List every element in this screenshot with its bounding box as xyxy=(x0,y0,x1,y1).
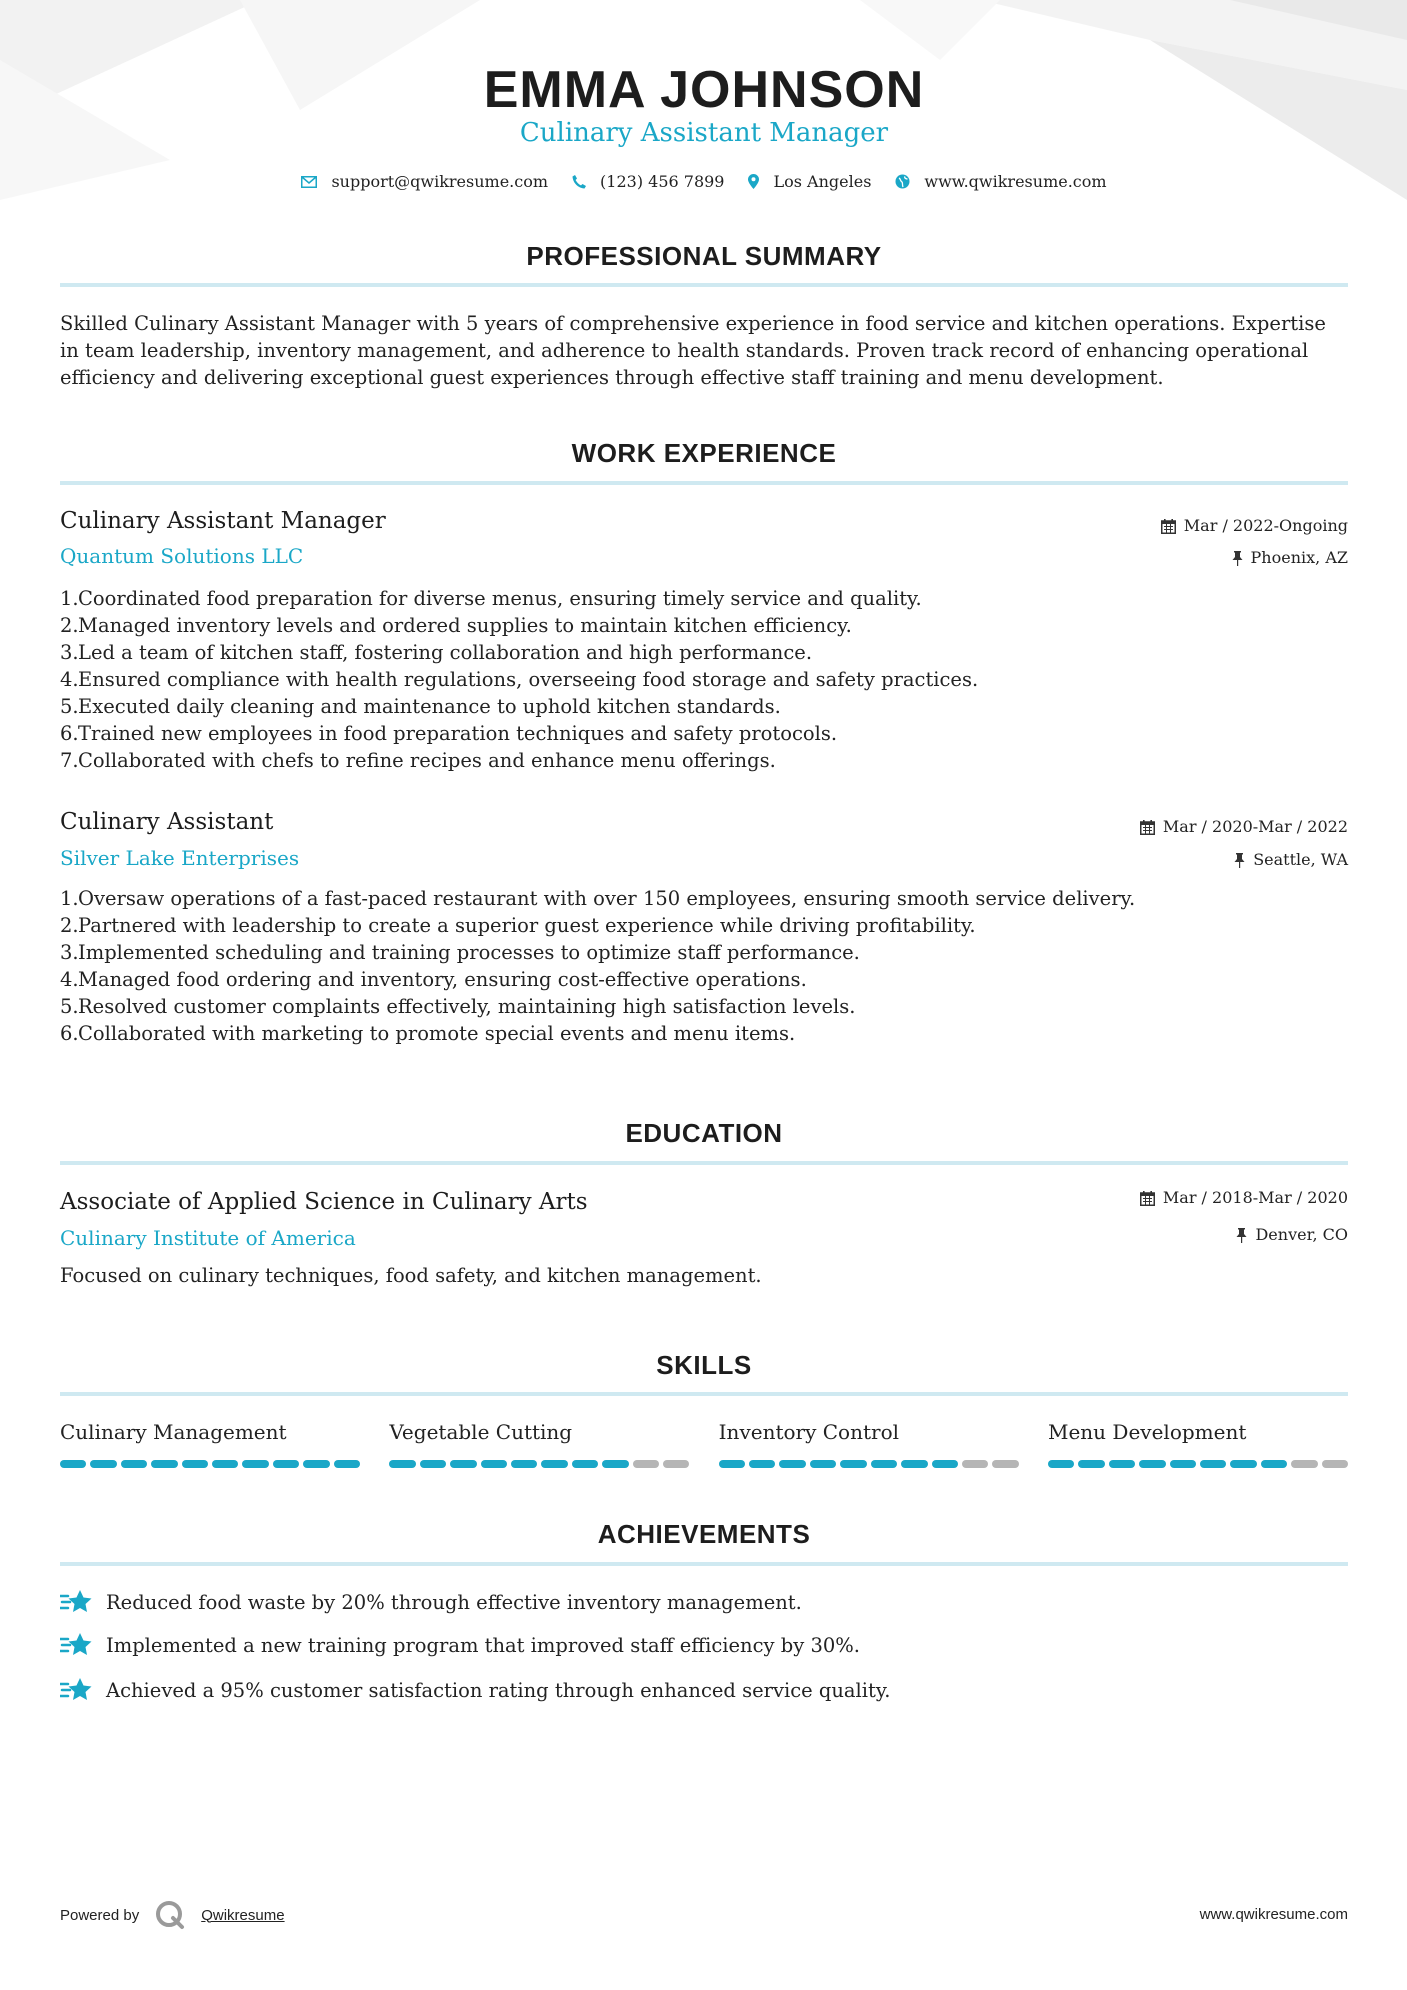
skill-level-segment xyxy=(1230,1460,1256,1468)
skill-level-segment xyxy=(901,1460,927,1468)
star-icon xyxy=(60,1631,94,1659)
star-icon xyxy=(60,1676,94,1704)
skill-level-segment xyxy=(871,1460,897,1468)
job-location-text: Seattle, WA xyxy=(1253,850,1348,869)
skill-level-segment xyxy=(1261,1460,1287,1468)
skill-level-bar xyxy=(389,1460,689,1468)
contact-location xyxy=(748,172,871,191)
achievement-text: Implemented a new training program that improved staff efficiency by 30%. xyxy=(106,1633,860,1657)
skill-level-segment xyxy=(1048,1460,1074,1468)
list-item: 1.Coordinated food preparation for diverse menus, ensuring timely service and quality. xyxy=(60,587,922,610)
candidate-role: Culinary Assistant Manager xyxy=(519,118,889,148)
skill-level-segment xyxy=(779,1460,805,1468)
skill-level-segment xyxy=(511,1460,537,1468)
summary-text: Skilled Culinary Assistant Manager with 5 years of comprehensive experience in food service and kitchen operations. Expertise in team leadership, inventory management, and adherence to health standards. Proven track record of enhancing operational efficiency and delivering exceptional guest experiences through effective staff training and menu development. xyxy=(60,312,1326,389)
list-item: 2.Managed inventory levels and ordered supplies to maintain kitchen efficiency. xyxy=(60,614,852,637)
pin-icon xyxy=(1232,551,1243,566)
skill-level-segment xyxy=(121,1460,147,1468)
email-text: support@qwikresume.com xyxy=(331,172,549,191)
envelope-icon xyxy=(301,176,317,188)
education-heading: EDUCATION xyxy=(625,1118,783,1148)
skill-name: Vegetable Cutting xyxy=(389,1420,573,1444)
calendar-icon xyxy=(1140,820,1155,835)
school-name: Culinary Institute of America xyxy=(60,1226,356,1250)
star-icon xyxy=(60,1588,94,1616)
achievement-item xyxy=(60,1588,1348,1616)
skill-level-segment xyxy=(749,1460,775,1468)
list-item: 3.Implemented scheduling and training processes to optimize staff performance. xyxy=(60,941,860,964)
list-item: 5.Executed daily cleaning and maintenance to uphold kitchen standards. xyxy=(60,695,781,718)
education-dates-text: Mar / 2018-Mar / 2020 xyxy=(1162,1188,1348,1207)
skill-level-segment xyxy=(420,1460,446,1468)
skill-level-segment xyxy=(932,1460,958,1468)
globe-icon xyxy=(895,174,910,189)
skills-divider xyxy=(60,1392,1348,1396)
calendar-icon xyxy=(1161,519,1176,534)
summary-divider xyxy=(60,283,1348,287)
skill-level-segment xyxy=(663,1460,689,1468)
skill-level-segment xyxy=(273,1460,299,1468)
skill-level-segment xyxy=(1322,1460,1348,1468)
list-item: 7.Collaborated with chefs to refine recipes and enhance menu offerings. xyxy=(60,749,776,772)
list-item: 4.Ensured compliance with health regulations, overseeing food storage and safety practices. xyxy=(60,668,979,691)
degree-title: Associate of Applied Science in Culinary Arts xyxy=(60,1189,588,1215)
skill-level-segment xyxy=(481,1460,507,1468)
skill-level-segment xyxy=(151,1460,177,1468)
skills-grid xyxy=(60,1418,1348,1468)
achievement-text: Reduced food waste by 20% through effective inventory management. xyxy=(106,1590,802,1614)
contact-email[interactable] xyxy=(301,172,548,191)
phone-icon xyxy=(572,175,586,189)
footer-powered-by xyxy=(60,1900,285,1930)
skill-name: Menu Development xyxy=(1047,1420,1247,1444)
skill-level-segment xyxy=(303,1460,329,1468)
location-text: Los Angeles xyxy=(773,172,872,191)
company-name: Quantum Solutions LLC xyxy=(60,544,304,568)
job-title: Culinary Assistant xyxy=(60,809,274,835)
list-item: 4.Managed food ordering and inventory, ensuring cost-effective operations. xyxy=(60,968,807,991)
achievements-heading: ACHIEVEMENTS xyxy=(597,1519,811,1549)
skill-item xyxy=(719,1418,1019,1468)
skill-level-segment xyxy=(389,1460,415,1468)
job-dates xyxy=(1140,816,1348,838)
skill-name: Inventory Control xyxy=(718,1420,900,1444)
summary-heading: PROFESSIONAL SUMMARY xyxy=(526,241,882,271)
skill-level-segment xyxy=(962,1460,988,1468)
list-item: 6.Collaborated with marketing to promote special events and menu items. xyxy=(60,1022,796,1045)
powered-by-text: Powered by xyxy=(60,1906,140,1924)
contact-website[interactable] xyxy=(895,172,1106,191)
list-item: 1.Oversaw operations of a fast-paced restaurant with over 150 employees, ensuring smooth service delivery. xyxy=(60,887,1136,910)
list-item: 6.Trained new employees in food preparation techniques and safety protocols. xyxy=(60,722,838,745)
skill-level-segment xyxy=(90,1460,116,1468)
skill-level-segment xyxy=(633,1460,659,1468)
skill-item xyxy=(60,1418,360,1468)
qwikresume-logo-icon xyxy=(155,1900,185,1930)
contact-phone[interactable] xyxy=(572,172,724,191)
skill-level-segment xyxy=(334,1460,360,1468)
skill-level-bar xyxy=(719,1460,1019,1468)
job-bullets xyxy=(60,885,1348,1047)
contact-bar xyxy=(60,172,1348,191)
education-description: Focused on culinary techniques, food safety, and kitchen management. xyxy=(60,1264,762,1287)
job-dates-text: Mar / 2022-Ongoing xyxy=(1183,516,1348,535)
skill-level-segment xyxy=(602,1460,628,1468)
skill-level-segment xyxy=(840,1460,866,1468)
job-location xyxy=(1232,547,1348,569)
education-location xyxy=(1236,1224,1348,1246)
skill-level-segment xyxy=(1109,1460,1135,1468)
skill-level-segment xyxy=(1078,1460,1104,1468)
brand-link[interactable]: Qwikresume xyxy=(201,1906,285,1924)
website-text: www.qwikresume.com xyxy=(924,172,1107,191)
skill-level-segment xyxy=(541,1460,567,1468)
skill-level-segment xyxy=(992,1460,1018,1468)
experience-heading: WORK EXPERIENCE xyxy=(571,438,837,468)
job-location-text: Phoenix, AZ xyxy=(1250,548,1348,567)
education-dates xyxy=(1140,1187,1348,1209)
company-name: Silver Lake Enterprises xyxy=(60,846,300,870)
achievement-item xyxy=(60,1676,1348,1704)
achievements-divider xyxy=(60,1562,1348,1566)
skill-level-segment xyxy=(182,1460,208,1468)
skill-level-segment xyxy=(212,1460,238,1468)
skills-heading: SKILLS xyxy=(656,1350,752,1380)
job-dates xyxy=(1161,515,1348,537)
job-dates-text: Mar / 2020-Mar / 2022 xyxy=(1162,817,1348,836)
skill-level-segment xyxy=(60,1460,86,1468)
skill-level-segment xyxy=(1200,1460,1226,1468)
experience-divider xyxy=(60,481,1348,485)
achievement-text: Achieved a 95% customer satisfaction rating through enhanced service quality. xyxy=(106,1678,891,1702)
calendar-icon xyxy=(1140,1191,1155,1206)
education-location-text: Denver, CO xyxy=(1255,1225,1348,1244)
pin-icon xyxy=(1234,853,1245,868)
skill-level-segment xyxy=(1139,1460,1165,1468)
skill-level-segment xyxy=(719,1460,745,1468)
skill-item xyxy=(389,1418,689,1468)
map-marker-icon xyxy=(748,174,759,189)
job-location xyxy=(1234,849,1348,871)
skill-level-segment xyxy=(810,1460,836,1468)
pin-icon xyxy=(1236,1228,1247,1243)
skill-level-segment xyxy=(242,1460,268,1468)
list-item: 3.Led a team of kitchen staff, fostering collaboration and high performance. xyxy=(60,641,813,664)
footer-website[interactable]: www.qwikresume.com xyxy=(1199,1906,1348,1923)
skill-level-bar xyxy=(1048,1460,1348,1468)
job-title: Culinary Assistant Manager xyxy=(60,508,386,534)
achievement-item xyxy=(60,1631,1348,1659)
skill-name: Culinary Management xyxy=(60,1420,287,1444)
skill-level-segment xyxy=(572,1460,598,1468)
education-divider xyxy=(60,1161,1348,1165)
skill-level-bar xyxy=(60,1460,360,1468)
skill-level-segment xyxy=(1170,1460,1196,1468)
skill-level-segment xyxy=(1291,1460,1317,1468)
list-item: 2.Partnered with leadership to create a superior guest experience while driving profitability. xyxy=(60,914,976,937)
phone-text: (123) 456 7899 xyxy=(600,172,725,191)
skill-level-segment xyxy=(450,1460,476,1468)
candidate-name: EMMA JOHNSON xyxy=(483,61,925,119)
job-bullets xyxy=(60,585,1348,774)
list-item: 5.Resolved customer complaints effectively, maintaining high satisfaction levels. xyxy=(60,995,856,1018)
skill-item xyxy=(1048,1418,1348,1468)
